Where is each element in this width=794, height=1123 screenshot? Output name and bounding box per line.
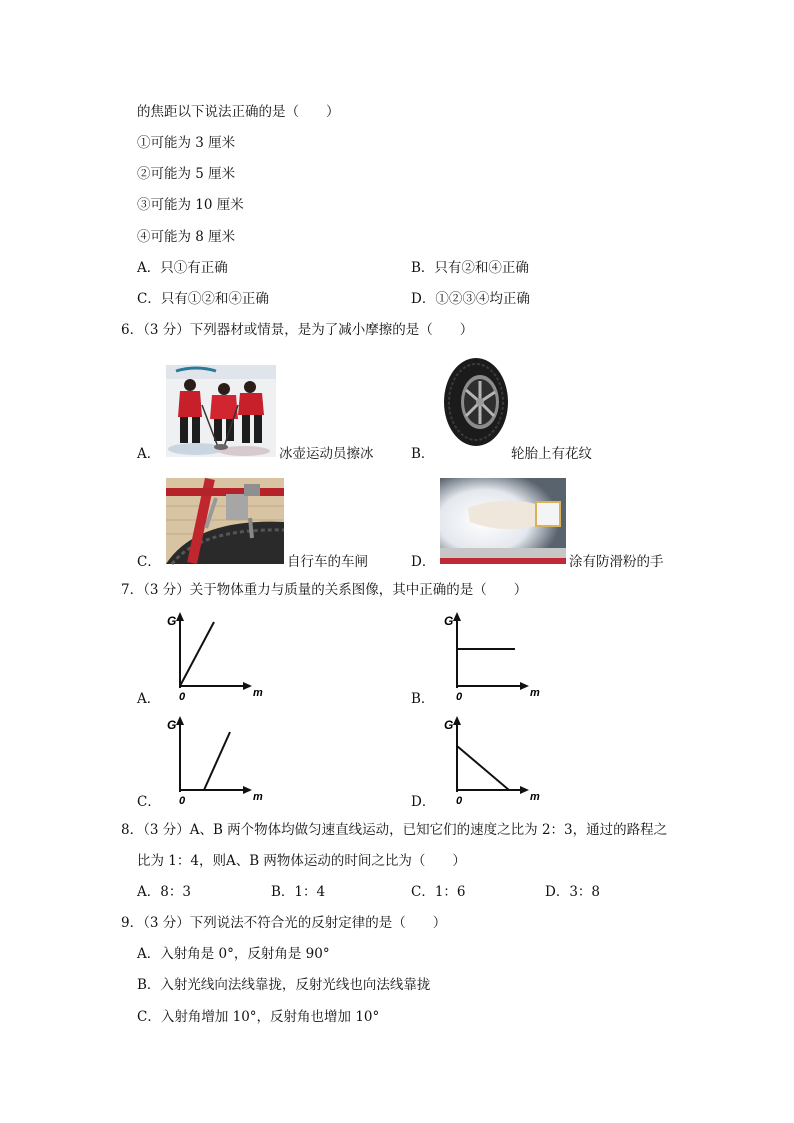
graph-d-y-label: G bbox=[444, 718, 454, 732]
q7-letter-c: C． bbox=[137, 794, 161, 810]
q5-option-d: D．①②③④均正确 bbox=[411, 291, 530, 307]
q9-option-b: B．入射光线向法线靠拢，反射光线也向法线靠拢 bbox=[137, 977, 431, 993]
graph-c-x-label: m bbox=[253, 791, 263, 803]
graph-c-origin: 0 bbox=[179, 795, 186, 807]
q6-stem: 6．（3 分）下列器材或情景，是为了减小摩擦的是（ ） bbox=[121, 322, 474, 338]
q6-letter-d: D． bbox=[411, 554, 436, 570]
q5-statement-4: ④可能为 8 厘米 bbox=[137, 229, 236, 245]
q5-statement-3: ③可能为 10 厘米 bbox=[137, 197, 244, 213]
graph-c-y-label: G bbox=[167, 718, 177, 732]
q8-option-c: C．1：6 bbox=[411, 884, 466, 900]
bicycle-brake-photo bbox=[166, 478, 284, 564]
q8-stem-line1: 8．（3 分）A、B 两个物体均做匀速直线运动，已知它们的速度之比为 2：3，通过的路程之 bbox=[121, 822, 668, 838]
graph-a-y-label: G bbox=[167, 614, 177, 628]
q5-statement-1: ①可能为 3 厘米 bbox=[137, 135, 236, 151]
q7-letter-a: A． bbox=[137, 691, 161, 707]
curling-photo bbox=[166, 365, 276, 457]
graph-b bbox=[437, 608, 540, 704]
q7-letter-d: D． bbox=[411, 794, 436, 810]
graph-c bbox=[160, 712, 263, 808]
chalk-hand-photo bbox=[440, 478, 566, 564]
q6-caption-b: 轮胎上有花纹 bbox=[511, 446, 592, 462]
graph-d bbox=[437, 712, 541, 808]
graph-a-origin: 0 bbox=[179, 691, 186, 703]
graph-a bbox=[160, 608, 263, 704]
q5-stem-tail: 的焦距以下说法正确的是（ ） bbox=[137, 104, 340, 120]
q6-caption-d: 涂有防滑粉的手 bbox=[569, 554, 664, 570]
q5-option-a: A．只①有正确 bbox=[137, 260, 228, 276]
q9-option-c: C．入射角增加 10°，反射角也增加 10° bbox=[137, 1009, 380, 1025]
q5-statement-2: ②可能为 5 厘米 bbox=[137, 166, 236, 182]
q7-stem: 7．（3 分）关于物体重力与质量的关系图像，其中正确的是（ ） bbox=[121, 582, 528, 598]
q6-letter-c: C． bbox=[137, 554, 161, 570]
graph-b-origin: 0 bbox=[456, 691, 463, 703]
q5-option-c: C．只有①②和④正确 bbox=[137, 291, 269, 307]
q8-option-a: A．8：3 bbox=[137, 884, 191, 900]
q6-caption-a: 冰壶运动员擦冰 bbox=[279, 446, 374, 462]
q8-option-d: D．3：8 bbox=[545, 884, 601, 900]
graph-b-y-label: G bbox=[444, 614, 454, 628]
graph-d-origin: 0 bbox=[456, 795, 463, 807]
q8-option-b: B．1：4 bbox=[271, 884, 326, 900]
q8-stem-line2: 比为 1：4，则A、B 两物体运动的时间之比为（ ） bbox=[137, 853, 466, 869]
q6-letter-b: B． bbox=[411, 446, 435, 462]
q9-stem: 9．（3 分）下列说法不符合光的反射定律的是（ ） bbox=[121, 915, 447, 931]
q5-option-b: B．只有②和④正确 bbox=[411, 260, 529, 276]
q6-letter-a: A． bbox=[137, 446, 161, 462]
tire-photo bbox=[440, 356, 510, 448]
graph-a-x-label: m bbox=[253, 687, 263, 699]
q9-option-a: A．入射角是 0°，反射角是 90° bbox=[137, 946, 330, 962]
q6-caption-c: 自行车的车闸 bbox=[287, 554, 368, 570]
graph-b-x-label: m bbox=[530, 687, 540, 699]
q7-letter-b: B． bbox=[411, 691, 435, 707]
graph-d-x-label: m bbox=[530, 791, 540, 803]
